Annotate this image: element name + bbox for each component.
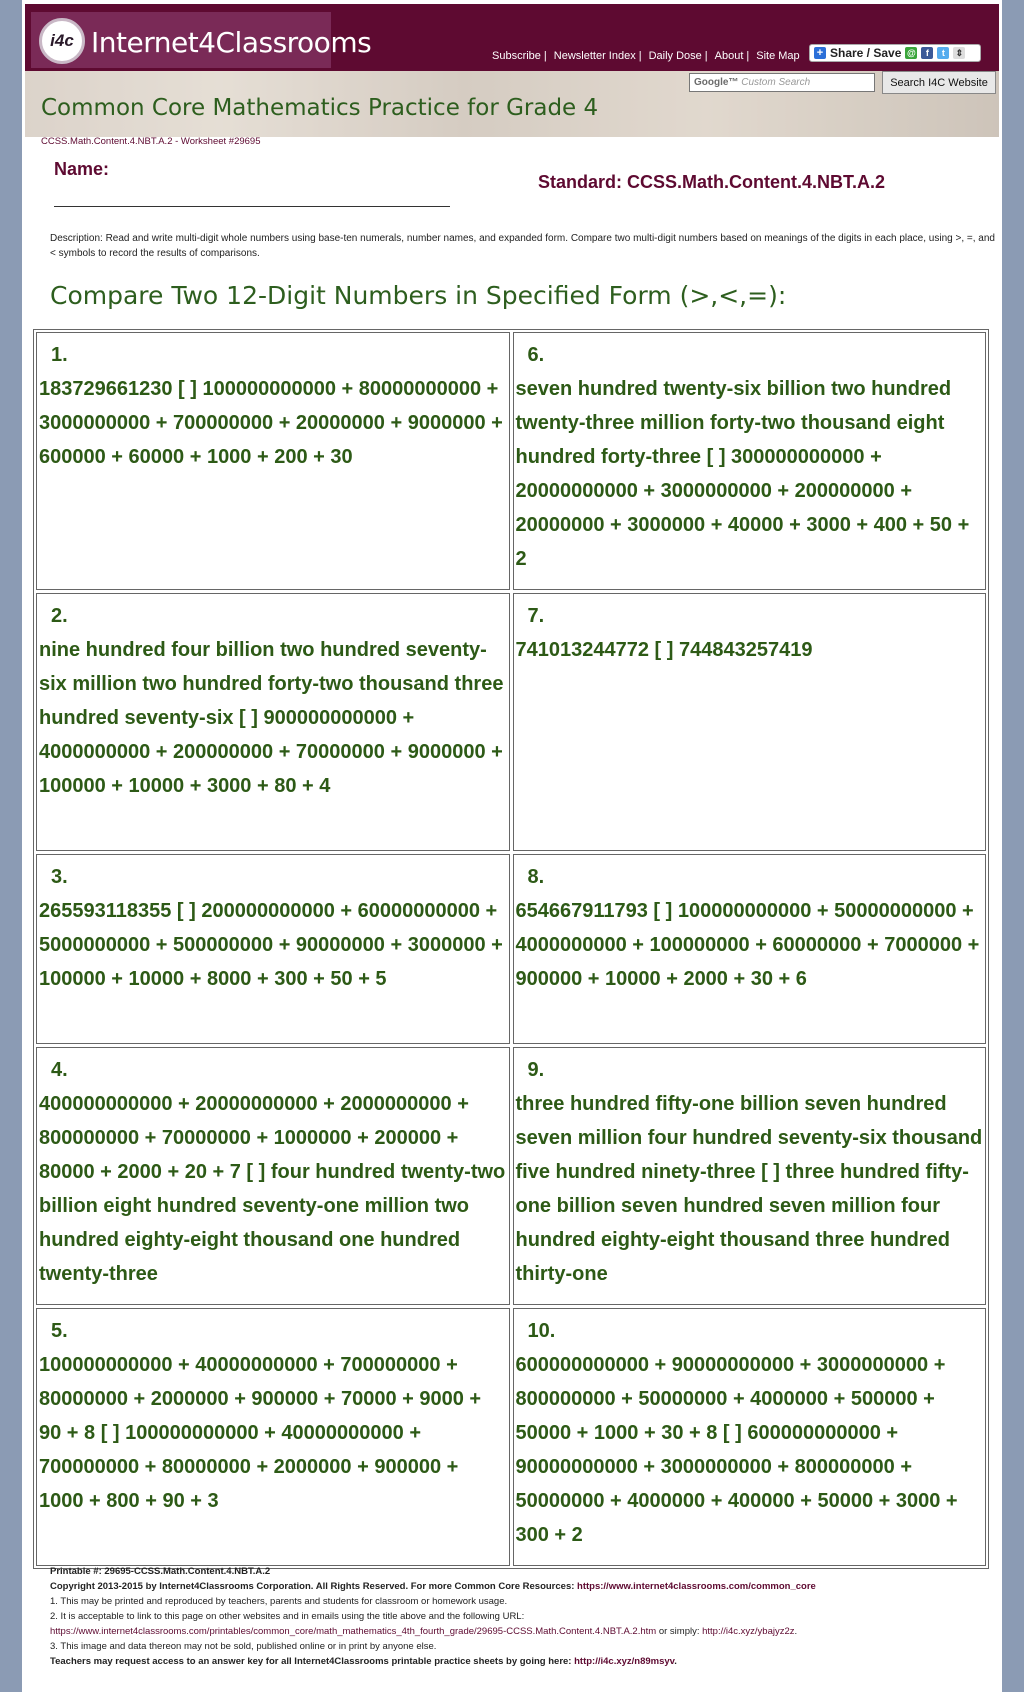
search-button[interactable]: Search I4C Website [882,71,996,94]
problem-number: 4. [51,1059,68,1081]
problem-text: 741013244772 [ ] 744843257419 [515,639,813,661]
nav-separator: | [704,50,708,62]
problem-number: 3. [51,866,68,888]
worksheet-url-link[interactable]: https://www.internet4classrooms.com/printables/common_core/math_mathematics_4th_fourth_grade/29695-CCSS.Math.Content.4.NBT.A.2.htm [50,1626,657,1637]
problem-text: 100000000000 + 40000000000 + 700000000 + 80000000 + 2000000 + 900000 + 70000 + 9000 + 90 + 8 [ ] 100000000000 + 40000000000 + 700000000 + 80000000 + 2000000 + 900000 + 1000 + 800 + 90 + 3 [39,1354,482,1512]
footer [50,1564,995,1669]
problem-cell [513,593,987,851]
problem-text: 265593118355 [ ] 200000000000 + 60000000000 + 5000000000 + 500000000 + 90000000 + 3000000 + 100000 + 10000 + 8000 + 300 + 50 + 5 [39,900,503,990]
copyright-text: Copyright 2013-2015 by Internet4Classrooms Corporation. All Rights Reserved. For more Common Core Resources: [50,1581,575,1592]
nav-subscribe[interactable]: Subscribe [492,50,541,62]
nav-daily-dose[interactable]: Daily Dose [648,50,702,62]
email-share-icon[interactable]: @ [907,48,916,58]
answer-key-line: Teachers may request access to an answer key for all Internet4Classrooms printable practice sheets by going here: http://i4c.xyz/n89msyv. [50,1656,677,1667]
problem-cell [513,1308,987,1566]
problem-text: 600000000000 + 90000000000 + 3000000000 + 800000000 + 50000000 + 4000000 + 500000 + 50000 + 1000 + 30 + 8 [ ] 600000000000 + 90000000000 + 3000000000 + 800000000 + 50000000 + 4000000 + 400000 + 50000 + 3000 + 300 + 2 [515,1354,958,1546]
answer-key-link[interactable]: http://i4c.xyz/n89msyv [574,1656,675,1667]
share-plus-icon: + [814,47,826,59]
problem-number: 10. [527,1320,556,1342]
problem-cell [36,1047,510,1305]
google-brand: Google™ [694,77,739,88]
nav-separator: | [746,50,750,62]
nav-newsletter-index[interactable]: Newsletter Index [553,50,636,62]
problem-text: 183729661230 [ ] 100000000000 + 80000000000 + 3000000000 + 700000000 + 20000000 + 9000000 + 600000 + 60000 + 1000 + 200 + 30 [39,378,503,468]
nav-site-map[interactable]: Site Map [756,50,800,62]
note-1: 1. This may be printed and reproduced by teachers, parents and students for classroom or homework usage. [50,1596,508,1607]
problem-cell [36,593,510,851]
nav-separator: | [638,50,642,62]
share-save-button[interactable] [809,44,981,62]
problem-number: 6. [527,344,545,366]
page [22,0,1002,1692]
short-url-link[interactable]: http://i4c.xyz/ybajyz2z [702,1626,795,1637]
more-share-icon[interactable]: ⇕ [953,47,965,59]
problem-text: nine hundred four billion two hundred seventy-six million two hundred forty-two thousand three hundred seventy-six [ ] 900000000000 + 4000000000 + 200000000 + 70000000 + 9000000 + 100000 + 10000 + 3000 + 80 + 4 [39,639,504,797]
note-2-urls: https://www.internet4classrooms.com/printables/common_core/math_mathematics_4th_fourth_grade/29695-CCSS.Math.Content.4.NBT.A.2.htm or simply: http://i4c.xyz/ybajyz2z. [50,1626,798,1637]
name-line [54,206,450,207]
search-input[interactable] [689,73,875,92]
standard-label: Standard: CCSS.Math.Content.4.NBT.A.2 [538,172,886,192]
twitter-icon[interactable]: t [937,47,949,59]
problem-number: 7. [527,605,545,627]
problem-number: 9. [527,1059,545,1081]
note-2: 2. It is acceptable to link to this page on other websites and in emails using the title above and the following URL: [50,1611,525,1622]
problem-text: seven hundred twenty-six billion two hundred twenty-three million forty-two thousand eight hundred forty-three [ ] 300000000000 + 20000000000 + 3000000000 + 200000000 + 20000000 + 3000000 + 40000 + 3000 + 400 + 50 + 2 [515,378,970,570]
site-logo[interactable] [31,12,372,68]
worksheet-id: CCSS.Math.Content.4.NBT.A.2 - Worksheet #29695 [41,136,261,147]
description: Description: Read and write multi-digit whole numbers using base-ten numerals, number names, and expanded form. Compare two multi-digit numbers based on meanings of the digits in each place, using >, =, and < symbols to record the results of comparisons. [50,233,995,259]
problem-cell [513,1047,987,1305]
problem-cell [513,332,987,590]
nav-about[interactable]: About [714,50,744,62]
problem-cell [36,332,510,590]
problem-text: 400000000000 + 20000000000 + 2000000000 + 800000000 + 70000000 + 1000000 + 200000 + 80000 + 2000 + 20 + 7 [ ] four hundred twenty-two billion eight hundred seventy-one million two hundred eighty-eight thousand one hundred twenty-three [39,1093,506,1285]
problem-text: 654667911793 [ ] 100000000000 + 50000000000 + 4000000000 + 100000000 + 60000000 + 7000000 + 900000 + 10000 + 2000 + 30 + 6 [515,900,980,990]
problem-cell [36,854,510,1044]
share-label: Share / Save [830,46,902,60]
nav-separator: | [543,50,547,62]
logo-text: Internet4Classrooms [91,26,372,59]
problem-number: 2. [51,605,68,627]
top-nav [492,50,800,62]
page-title: Common Core Mathematics Practice for Grade 4 [41,95,599,121]
name-label: Name: [54,159,110,179]
top-bar [25,4,999,71]
problem-cell [513,854,987,1044]
problem-text: three hundred fifty-one billion seven hundred seven million four hundred seventy-six thousand five hundred ninety-three [ ] three hundred fifty-one billion seven hundred seven million four hundred eighty-eight thousand three hundred thirty-one [515,1093,983,1285]
note-3: 3. This image and data thereon may not be sold, published online or in print by anyone else. [50,1641,437,1652]
search-placeholder: Custom Search [741,77,811,88]
facebook-icon[interactable]: f [921,47,933,59]
printable-number: Printable #: 29695-CCSS.Math.Content.4.NBT.A.2 [50,1566,271,1577]
problem-cell [36,1308,510,1566]
logo-badge: i4c [39,18,85,64]
problem-grid [33,329,989,1569]
problem-number: 8. [527,866,545,888]
or-simply-text: or simply: [656,1626,703,1637]
section-title: Compare Two 12-Digit Numbers in Specified Form (>,<,=): [50,281,787,310]
problem-number: 5. [51,1320,68,1342]
common-core-link[interactable]: https://www.internet4classrooms.com/common_core [577,1581,816,1592]
copyright-line [50,1579,995,1594]
answer-key-text: Teachers may request access to an answer key for all Internet4Classrooms printable practice sheets by going here: [50,1656,572,1667]
problem-number: 1. [51,344,68,366]
